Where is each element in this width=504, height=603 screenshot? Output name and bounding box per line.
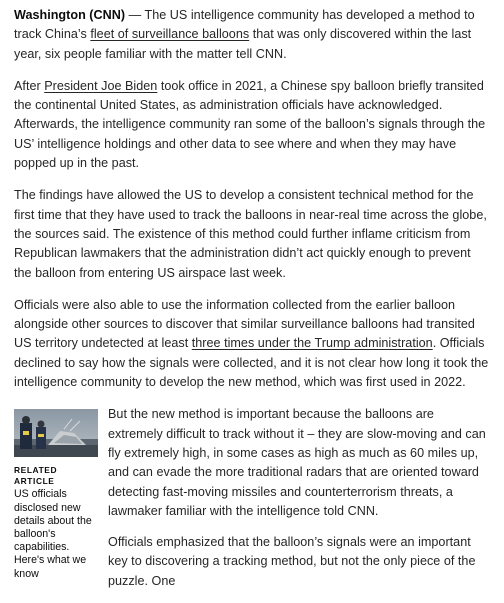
dateline: Washington (CNN) [14,8,126,22]
link-surveillance-balloons[interactable]: fleet of surveillance balloons [90,27,250,42]
related-article-card[interactable] [14,405,98,580]
paragraph-5 [108,405,490,521]
paragraph-1-text-a: The US intelligence community has developed a method to track China’s [14,8,475,42]
paragraph-3 [14,186,490,282]
link-trump-administration[interactable]: three times under the Trump administration [191,336,433,351]
related-article-headline[interactable]: US officials disclosed new details about the balloon's capabilities. Here's what we know [14,488,92,580]
paragraph-2 [14,77,490,173]
paragraph-6-text: Officials emphasized that the balloon’s signals were an important key to discovering a tracking method, but not the only piece of the puzzle. One [108,535,476,588]
link-president-biden[interactable]: President Joe Biden [44,78,158,93]
related-article-label: RELATED ARTICLE [14,465,58,487]
main-text-column [108,405,490,603]
related-split-section [14,405,490,603]
paragraph-3-text: The findings have allowed the US to develop a consistent technical method for the first time that they have used to track the balloons in near-real time across the globe, the sources said. The existence of this method could further inflame criticism from Republican lawmakers that the administration didn’t act quickly enough to prevent the balloon from entering US airspace last week. [14,188,487,280]
paragraph-4 [14,296,490,392]
paragraph-5-text: But the new method is important because the balloons are extremely difficult to track without it – they are slow-moving and can fly extremely high, in some cases as high as much as 60 miles up, and can evade the more traditional radars that are oriented toward detecting fast-moving missiles and counterterrorism threats, a lawmaker familiar with the intelligence told CNN. [108,407,486,518]
paragraph-2-text-b: took office in 2021, a Chinese spy balloon briefly transited the continental United States, as administration officials have acknowledged. Afterwards, the intelligence community ran some of the balloon’s signals through the US’ intelligence holdings and other data to see where and when they may have popped up in the past. [14,78,486,171]
paragraph-1-text-b: that was only discovered within the last year, six people familiar with the matter tell CNN. [14,27,472,61]
related-article-thumbnail[interactable] [14,409,98,457]
dateline-dash: — [125,8,145,22]
paragraph-2-text-a: After [14,78,45,93]
paragraph-1 [14,6,490,64]
paragraph-4-text-b: . Officials declined to say how the signals were collected, and it is not clear how long it took the intelligence community to develop the new method, which was first used in 2022. [14,336,489,390]
paragraph-6 [108,533,490,591]
paragraph-4-text-a: Officials were also able to use the information collected from the earlier balloon alongside other sources to discover that similar surveillance balloons had transited US territory undetected at least [14,297,475,351]
